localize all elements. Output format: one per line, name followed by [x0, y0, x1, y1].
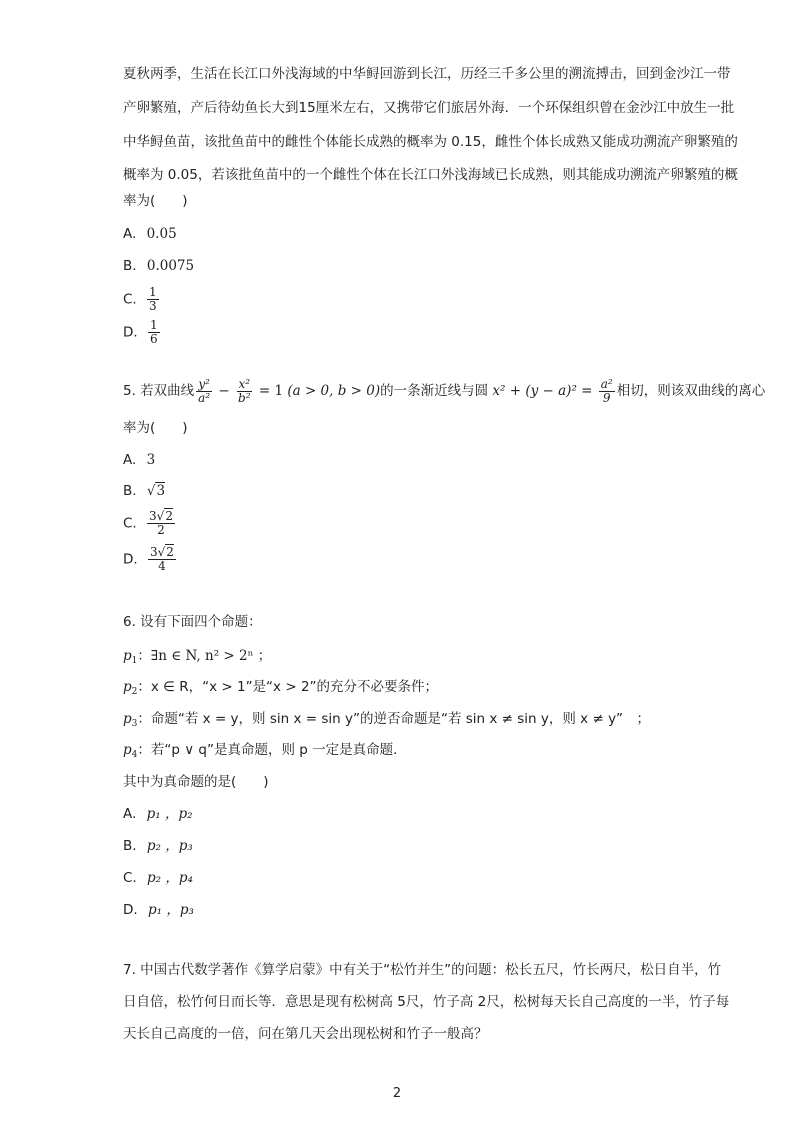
- proposition-index: 1: [131, 656, 138, 666]
- q5-option-b: [123, 481, 165, 501]
- q4-line-5: 率为( ): [123, 193, 188, 209]
- q7-line-3: 天长自己高度的一倍，问在第几天会出现松树和竹子一般高？: [123, 1026, 488, 1042]
- option-fraction: [147, 286, 159, 313]
- option-value: p₂ ，p₄: [147, 870, 193, 886]
- proposition-name: p: [123, 679, 132, 695]
- option-label: D.: [123, 902, 138, 918]
- option-fraction: [147, 510, 175, 537]
- q5-option-a: [123, 450, 155, 470]
- q4-option-b: [123, 256, 194, 276]
- option-value: 0.05: [146, 226, 177, 242]
- fraction-numerator: 1: [149, 318, 158, 332]
- q7-line-2: 日自倍，松竹何日而长等．意思是现有松树高 5尺，竹子高 2尺，松树每天长自己高度的一半，竹子每: [123, 994, 730, 1010]
- option-label: A.: [123, 226, 137, 242]
- option-value: 0.0075: [146, 258, 195, 274]
- coefficient: 3: [149, 545, 158, 559]
- q6-option-b: [123, 836, 193, 856]
- proposition-index: 2: [131, 687, 138, 697]
- option-label: C.: [123, 870, 137, 886]
- option-value: p₁ ，p₃: [147, 902, 194, 918]
- q4-option-a: [123, 224, 177, 244]
- q4-line-1: 夏秋两季，生活在长江口外浅海域的中华鲟回游到长江，历经三千多公里的溯流搏击，回到金沙江一带: [123, 66, 731, 82]
- option-label: B.: [123, 483, 137, 499]
- q7-line-1: 7. 中国古代数学著作《算学启蒙》中有关于“松竹并生”的问题：松长五尺，竹长两尺，松日自半，竹: [123, 962, 722, 978]
- circle-equation: x² + (y − a)² = $\frac{\text{a²}}{9}$: [488, 377, 613, 405]
- q4-line-4: 概率为 0.05，若该批鱼苗中的一个雌性个体在长江口外浅海域已长成熟，则其能成功溯流产卵繁殖的概: [123, 167, 738, 183]
- option-label: C.: [123, 515, 137, 532]
- radicand: 3: [156, 483, 166, 499]
- q4-line-3: 中华鲟鱼苗，该批鱼苗中的雌性个体能长成熟的概率为 0.15，雌性个体长成熟又能成功溯流产卵繁殖的: [123, 134, 738, 150]
- option-label: A.: [123, 806, 137, 822]
- hyperbola-equation: $\frac{\text{y²}}{\text{a²}}$ − $\frac{\text{x²}}{\text{b²}}$ = 1 (a > 0, b > 0): [198, 377, 381, 405]
- fraction-denominator: 6: [149, 332, 158, 346]
- q6-option-c: [123, 868, 193, 888]
- fraction-denominator: 3: [149, 299, 157, 313]
- q5-line-1: [123, 378, 765, 405]
- q6-question: 其中为真命题的是( ): [123, 774, 269, 790]
- radicand: 2: [165, 509, 173, 523]
- q6-option-d: [123, 900, 194, 920]
- radicand: 2: [166, 545, 174, 559]
- proposition-text: ：若“p ∨ q”是真命题，则 p 一定是真命题．: [137, 742, 407, 758]
- proposition-index: 3: [131, 719, 138, 729]
- q5-option-c: [123, 510, 177, 537]
- option-fraction: [148, 319, 160, 346]
- fraction-denominator: 2: [157, 523, 165, 537]
- proposition-index: 4: [131, 750, 138, 760]
- fraction-numerator: 1: [149, 285, 157, 299]
- q6-proposition-4: [123, 740, 407, 765]
- fraction-numerator: 3√2: [149, 509, 173, 523]
- q6-proposition-3: [123, 709, 650, 734]
- option-label: A.: [123, 452, 137, 468]
- page-number: 2: [392, 1086, 402, 1101]
- q4-option-d: [123, 319, 162, 346]
- proposition-name: p: [123, 742, 132, 758]
- proposition-text: ：∃n ∈ N, n² > 2ⁿ ；: [137, 648, 272, 664]
- option-label: B.: [123, 258, 137, 274]
- option-label: B.: [123, 838, 137, 854]
- q5-suffix: 相切，则该双曲线的离心: [616, 383, 766, 399]
- q5-option-d: [123, 546, 178, 573]
- option-label: C.: [123, 291, 137, 308]
- proposition-text: ：x ∈ R，“x > 1”是“x > 2”的充分不必要条件；: [137, 679, 439, 695]
- q6-proposition-2: [123, 677, 438, 702]
- q4-line-2: 产卵繁殖，产后待幼鱼长大到15厘米左右，又携带它们旅居外海．一个环保组织曾在金沙江中放生一批: [123, 100, 735, 116]
- fraction-numerator: 3√2: [149, 545, 174, 559]
- q5-line-2: 率为( ): [123, 420, 188, 436]
- option-value: 3: [146, 452, 156, 468]
- option-label: D.: [123, 324, 138, 341]
- option-fraction: [148, 546, 176, 573]
- proposition-name: p: [123, 711, 132, 727]
- q5-mid: 的一条渐近线与圆: [380, 383, 489, 399]
- proposition-name: p: [123, 648, 132, 664]
- coefficient: 3: [149, 509, 157, 523]
- q6-option-a: [123, 804, 193, 824]
- option-value: p₁ ，p₂: [146, 806, 193, 822]
- q4-option-c: [123, 286, 161, 313]
- fraction-denominator: 4: [158, 559, 166, 573]
- q5-prefix: 5. 若双曲线: [123, 383, 195, 399]
- proposition-text: ：命题“若 x = y，则 sin x = sin y”的逆否命题是“若 sin x ≠ sin y，则 x ≠ y” ；: [137, 711, 651, 727]
- option-sqrt: √3: [146, 483, 166, 499]
- option-label: D.: [123, 551, 138, 568]
- q6-proposition-1: [123, 646, 271, 671]
- q6-intro: 6. 设有下面四个命题：: [123, 614, 262, 630]
- option-value: p₂ ，p₃: [146, 838, 193, 854]
